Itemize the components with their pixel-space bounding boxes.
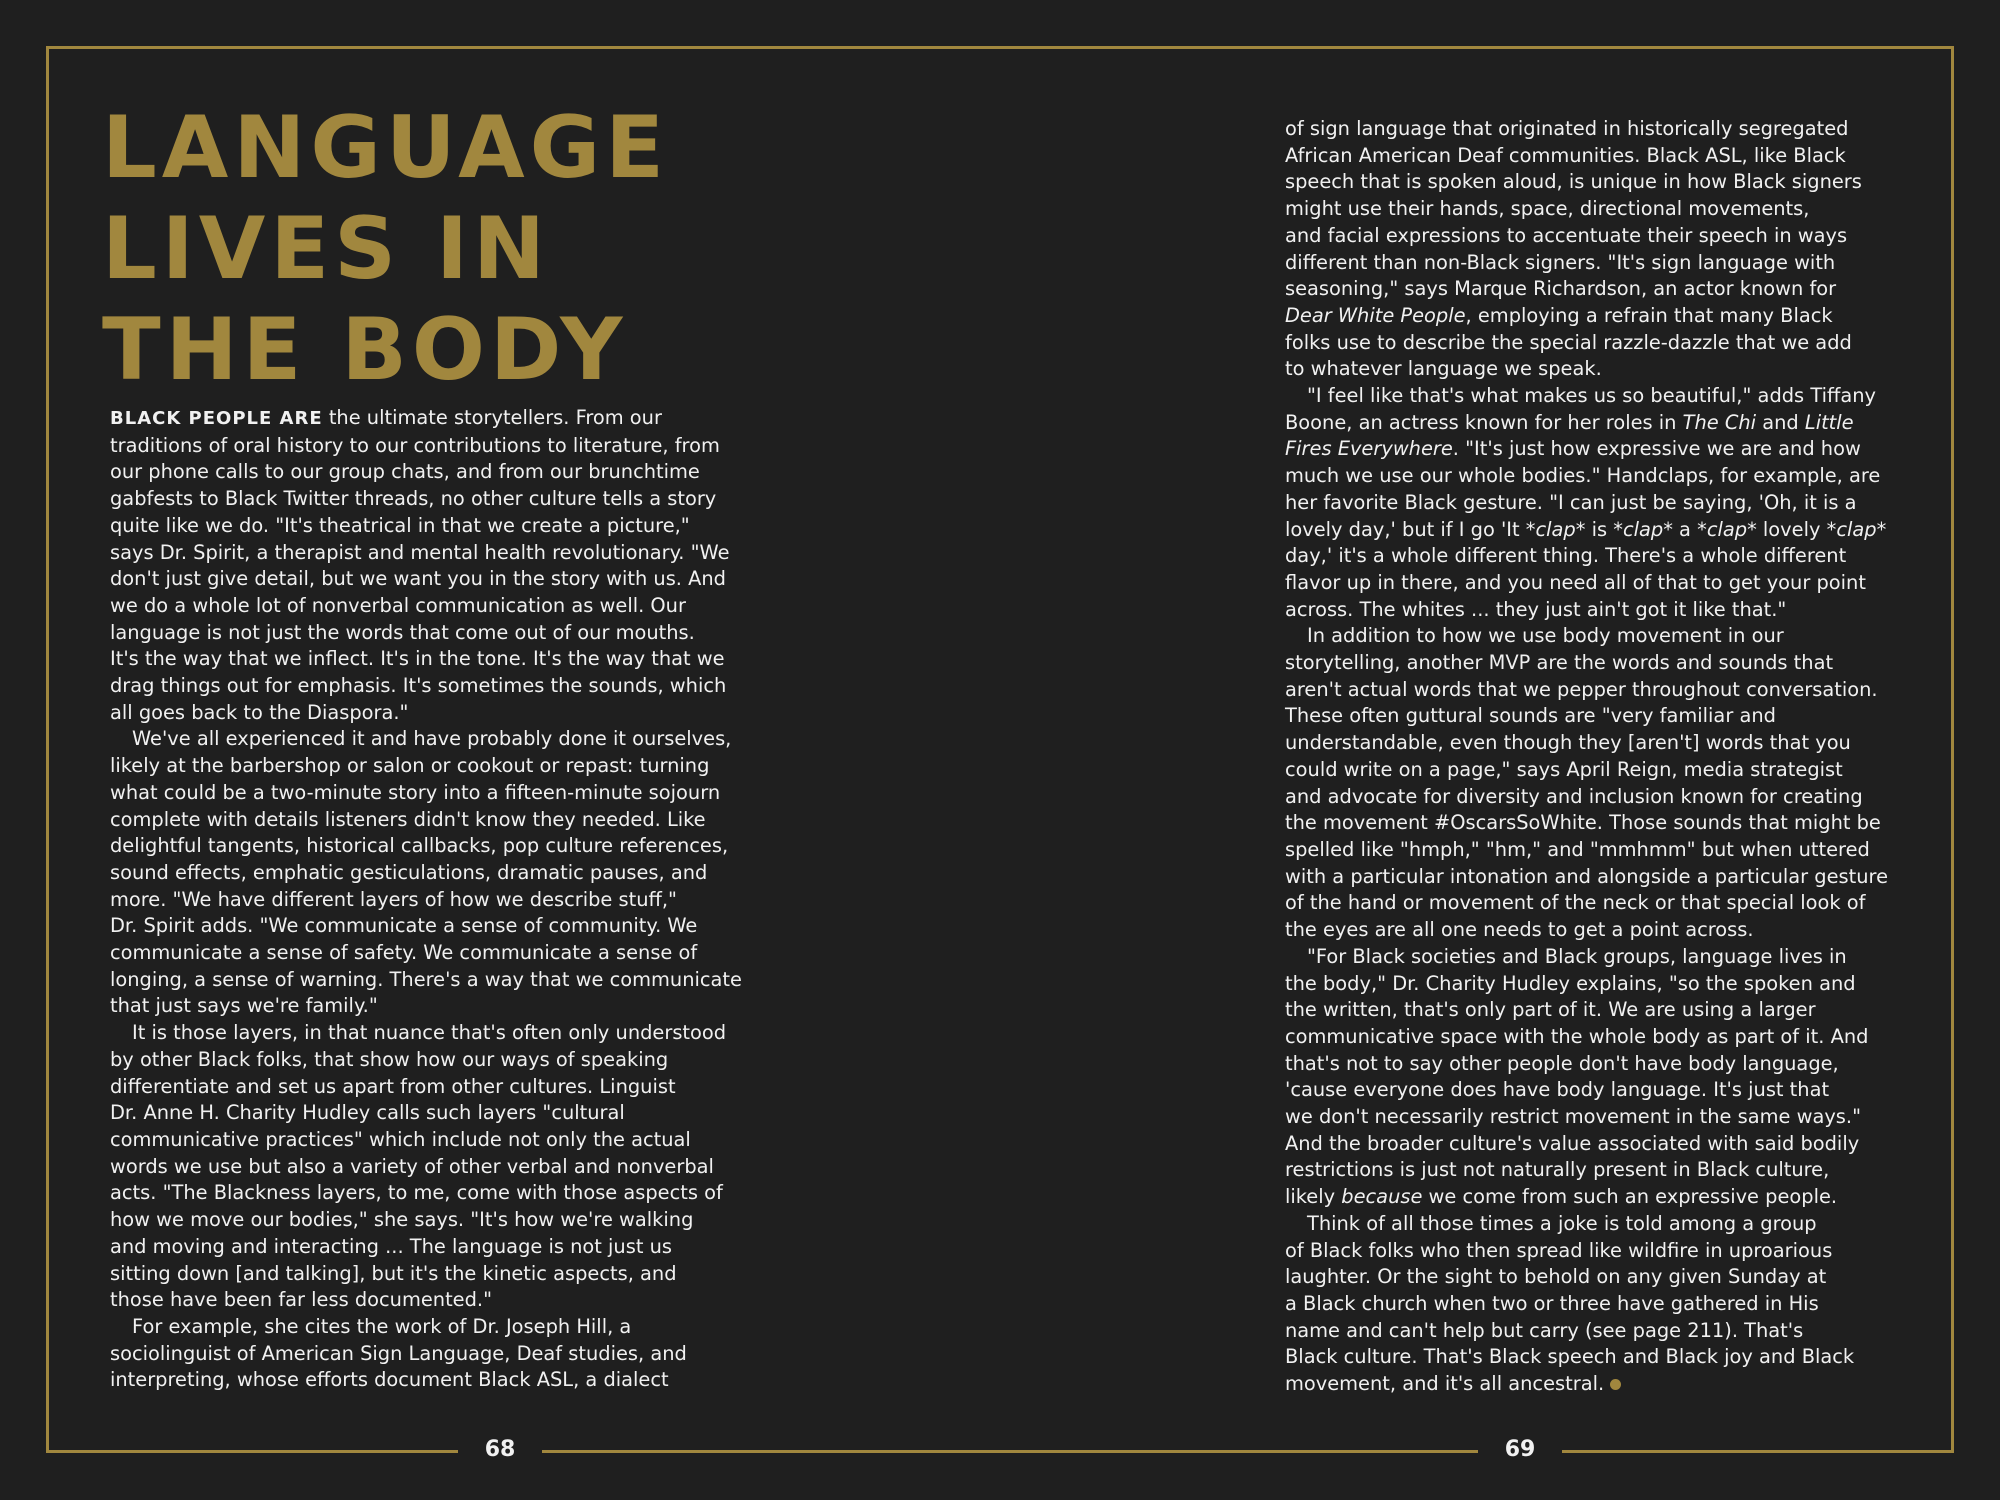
right-page-body: [1285, 116, 1905, 1398]
text-line: that just says we're family.": [110, 994, 378, 1018]
title-line: LIVES IN: [102, 199, 550, 299]
text-line: might use their hands, space, directional movements,: [1285, 197, 1810, 221]
text-line: complete with details listeners didn't know they needed. Like: [110, 807, 706, 831]
text-line: drag things out for emphasis. It's sometimes the sounds, which: [110, 674, 727, 698]
text-line: traditions of oral history to our contributions to literature, from: [110, 433, 720, 457]
text-line: likely because we come from such an expressive people.: [1285, 1185, 1838, 1209]
text-line: Dear White People, employing a refrain that many Black: [1285, 303, 1833, 327]
text-line: those have been far less documented.": [110, 1288, 492, 1312]
text-line: could write on a page," says April Reign, media strategist: [1285, 757, 1843, 781]
italic-title: The Chi: [1682, 410, 1757, 434]
text-line: all goes back to the Diaspora.": [110, 700, 409, 724]
text-line: speech that is spoken aloud, is unique in how Black signers: [1285, 170, 1862, 194]
title-line: LANGUAGE: [102, 98, 670, 198]
text-line: In addition to how we use body movement in our: [1307, 624, 1784, 648]
frame-top-rule: [46, 46, 1954, 49]
paragraph: [1285, 383, 1905, 623]
text-line: more. "We have different layers of how we describe stuff,": [110, 887, 677, 911]
text-line: It's the way that we inflect. It's in the tone. It's the way that we: [110, 647, 725, 671]
text-line: and moving and interacting ... The language is not just us: [110, 1234, 672, 1258]
text-line: name and can't help but carry (see page 211). That's: [1285, 1318, 1804, 1342]
text-line: the ultimate storytellers. From our: [322, 406, 662, 429]
text-line: Boone, an actress known for her roles in The Chi and Little: [1285, 410, 1854, 434]
text-line: the body," Dr. Charity Hudley explains, "so the spoken and: [1285, 971, 1856, 995]
paragraph: [1285, 623, 1905, 943]
text-line: These often guttural sounds are "very familiar and: [1285, 704, 1776, 728]
frame-bottom-rule-center: [542, 1450, 1478, 1453]
paragraph: [1285, 944, 1905, 1211]
text-line: seasoning," says Marque Richardson, an actor known for: [1285, 277, 1837, 301]
text-line: day,' it's a whole different thing. There's a whole different: [1285, 544, 1847, 568]
text-line: different than non-Black signers. "It's sign language with: [1285, 250, 1836, 274]
text-line: acts. "The Blackness layers, to me, come with those aspects of: [110, 1181, 723, 1205]
text-line: to whatever language we speak.: [1285, 357, 1602, 381]
text-line: folks use to describe the special razzle-dazzle that we add: [1285, 330, 1852, 354]
text-line: understandable, even though they [aren't] words that you: [1285, 731, 1851, 755]
frame-left-rule: [46, 46, 49, 1453]
text-line: communicative space with the whole body as part of it. And: [1285, 1024, 1869, 1048]
text-line: the movement #OscarsSoWhite. Those sounds that might be: [1285, 811, 1881, 835]
text-line: much we use our whole bodies." Handclaps, for example, are: [1285, 464, 1881, 488]
paragraph: [110, 1314, 750, 1394]
text-line: of the hand or movement of the neck or that special look of: [1285, 891, 1866, 915]
text-line: spelled like "hmph," "hm," and "mmhmm" but when uttered: [1285, 837, 1870, 861]
title-line: THE BODY: [102, 300, 628, 400]
end-mark-icon: [1610, 1379, 1621, 1390]
paragraph: [1285, 116, 1905, 383]
text-line: likely at the barbershop or salon or cookout or repast: turning: [110, 754, 710, 778]
text-line: Dr. Anne H. Charity Hudley calls such layers "cultural: [110, 1101, 625, 1125]
text-line: longing, a sense of warning. There's a way that we communicate: [110, 967, 742, 991]
page-number-left: 68: [484, 1437, 516, 1462]
paragraph: [1285, 1211, 1905, 1398]
text-line: communicate a sense of safety. We communicate a sense of: [110, 941, 698, 965]
text-line: a Black church when two or three have gathered in His: [1285, 1291, 1819, 1315]
text-line: sociolinguist of American Sign Language, Deaf studies, and: [110, 1341, 687, 1365]
text-line: says Dr. Spirit, a therapist and mental health revolutionary. "We: [110, 540, 730, 564]
text-line: We've all experienced it and have probably done it ourselves,: [132, 727, 732, 751]
text-line: restrictions is just not naturally present in Black culture,: [1285, 1158, 1830, 1182]
chapter-title: [102, 98, 669, 401]
text-line: with a particular intonation and alongside a particular gesture: [1285, 864, 1889, 888]
text-line: differentiate and set us apart from other cultures. Linguist: [110, 1074, 676, 1098]
text-line: we don't necessarily restrict movement in the same ways.": [1285, 1105, 1861, 1129]
text-line: 'cause everyone does have body language. It's just that: [1285, 1078, 1830, 1102]
text-line: "For Black societies and Black groups, language lives in: [1307, 944, 1847, 968]
text-line: how we move our bodies," she says. "It's how we're walking: [110, 1208, 694, 1232]
text-line: interpreting, whose efforts document Black ASL, a dialect: [110, 1368, 669, 1392]
text-line: the eyes are all one needs to get a point across.: [1285, 918, 1754, 942]
text-line: "I feel like that's what makes us so beautiful," adds Tiffany: [1307, 384, 1876, 408]
frame-bottom-rule-right: [1562, 1450, 1954, 1453]
text-line: the written, that's only part of it. We are using a larger: [1285, 998, 1816, 1022]
italic-title: Fires Everywhere: [1285, 437, 1453, 461]
text-line: delightful tangents, historical callbacks, pop culture references,: [110, 834, 729, 858]
text-line: that's not to say other people don't have body language,: [1285, 1051, 1839, 1075]
text-line: and advocate for diversity and inclusion known for creating: [1285, 784, 1863, 808]
italic-title: Little: [1804, 410, 1854, 434]
text-line: storytelling, another MVP are the words and sounds that: [1285, 651, 1834, 675]
text-line: African American Deaf communities. Black ASL, like Black: [1285, 143, 1846, 167]
text-line: don't just give detail, but we want you in the story with us. And: [110, 567, 726, 591]
paragraph: [110, 405, 750, 726]
text-line: Fires Everywhere. "It's just how expressive we are and how: [1285, 437, 1861, 461]
lead-in: BLACK PEOPLE ARE: [110, 408, 323, 429]
text-line: across. The whites ... they just ain't got it like that.": [1285, 597, 1787, 621]
paragraph: [110, 1020, 750, 1314]
text-line: quite like we do. "It's theatrical in that we create a picture,": [110, 513, 690, 537]
text-line: our phone calls to our group chats, and from our brunchtime: [110, 460, 700, 484]
text-line: movement, and it's all ancestral.: [1285, 1371, 1905, 1398]
text-line: her favorite Black gesture. "I can just be saying, 'Oh, it is a: [1285, 490, 1857, 514]
left-page-body: [110, 405, 750, 1394]
text-line: communicative practices" which include not only the actual: [110, 1127, 691, 1151]
text-line: For example, she cites the work of Dr. Joseph Hill, a: [132, 1314, 632, 1338]
text-line: It is those layers, in that nuance that's often only understood: [132, 1021, 727, 1045]
text-line: Think of all those times a joke is told among a group: [1307, 1211, 1817, 1235]
text-line: gabfests to Black Twitter threads, no other culture tells a story: [110, 487, 717, 511]
text-line: sound effects, emphatic gesticulations, dramatic pauses, and: [110, 860, 708, 884]
text-line: language is not just the words that come out of our mouths.: [110, 620, 695, 644]
page-number-right: 69: [1504, 1437, 1536, 1462]
text-line: flavor up in there, and you need all of that to get your point: [1285, 570, 1866, 594]
text-line: sitting down [and talking], but it's the kinetic aspects, and: [110, 1261, 677, 1285]
text-line: And the broader culture's value associated with said bodily: [1285, 1131, 1860, 1155]
text-line: words we use but also a variety of other verbal and nonverbal: [110, 1154, 714, 1178]
text-line: lovely day,' but if I go 'It *clap* is *clap* a *clap* lovely *clap*: [1285, 517, 1887, 541]
text-line: Dr. Spirit adds. "We communicate a sense of community. We: [110, 914, 698, 938]
text-line: of sign language that originated in historically segregated: [1285, 117, 1849, 140]
text-line: we do a whole lot of nonverbal communication as well. Our: [110, 593, 686, 617]
text-line: what could be a two-minute story into a fifteen-minute sojourn: [110, 780, 721, 804]
text-line: aren't actual words that we pepper throughout conversation.: [1285, 677, 1878, 701]
text-line: by other Black folks, that show how our ways of speaking: [110, 1047, 669, 1071]
text-line: of Black folks who then spread like wildfire in uproarious: [1285, 1238, 1833, 1262]
paragraph: [110, 726, 750, 1020]
text-line: Black culture. That's Black speech and Black joy and Black: [1285, 1345, 1855, 1369]
italic-title: Dear White People: [1285, 303, 1466, 327]
frame-bottom-rule-left: [46, 1450, 458, 1453]
text-line: laughter. Or the sight to behold on any given Sunday at: [1285, 1265, 1827, 1289]
italic-emphasis: because: [1341, 1185, 1423, 1209]
frame-right-rule: [1951, 46, 1954, 1453]
text-line: and facial expressions to accentuate their speech in ways: [1285, 223, 1848, 247]
